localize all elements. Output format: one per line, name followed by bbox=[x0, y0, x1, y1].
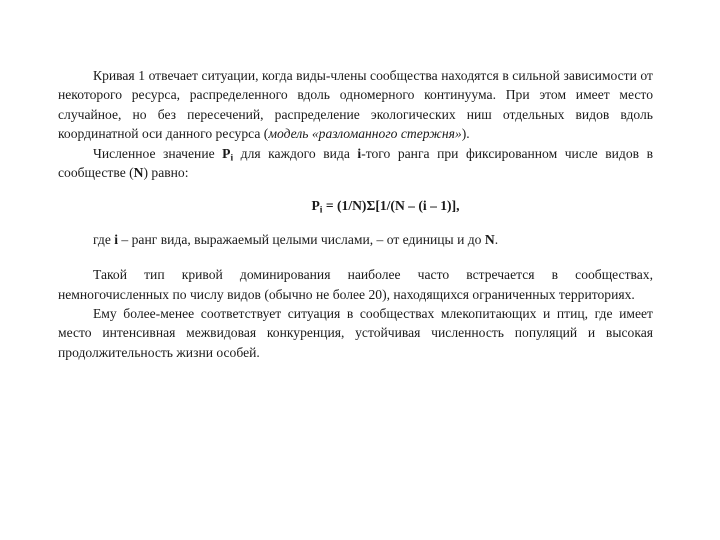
numeric-value-text-3: -того ранга при фиксированном числе видов в сообществе ( bbox=[58, 145, 653, 181]
paragraph-mammals-birds: Ему более-менее соответствует ситуация в сообществах млекопитающих и птиц, где имеет место интенсивная межвидовая конкуренция, устойчивая численность популяций и высокая продолжительность жизни особей. bbox=[58, 306, 653, 360]
symbol-n: N bbox=[133, 165, 144, 181]
symbol-p-i bbox=[222, 146, 233, 161]
rank-text-1: где bbox=[93, 231, 115, 247]
rank-symbol-n: N bbox=[484, 231, 495, 247]
paragraph-curve-1-text: Кривая 1 отвечает ситуации, когда виды-члены сообщества находятся в сильной зависимости от некоторого ресурса, распределенного вдоль одномерного континуума. При этом имеет место случайное, но без пересечений, распределение экологических ниш отдельных видов вдоль координатной оси данного ресурса ( bbox=[58, 68, 653, 142]
paragraph-gap bbox=[58, 249, 653, 265]
symbol-p: P bbox=[222, 145, 231, 161]
formula-rhs: = (1/N)Σ[1/(N – (i – 1)], bbox=[322, 198, 460, 214]
paragraph-curve-1-end: ). bbox=[461, 126, 470, 142]
rank-symbol-i: i bbox=[114, 231, 119, 247]
formula-lhs: P bbox=[311, 198, 320, 214]
numeric-value-text-1: Численное значение bbox=[93, 145, 223, 161]
symbol-p-subscript: i bbox=[230, 153, 234, 163]
document-page bbox=[58, 66, 653, 362]
paragraph-numeric-value bbox=[58, 144, 653, 183]
numeric-value-text-2: для каждого вида bbox=[233, 145, 358, 161]
paragraph-curve-1 bbox=[58, 66, 653, 144]
broken-stick-model-term: модель «разломанного стержня» bbox=[268, 126, 462, 142]
rank-text-2: – ранг вида, выражаемый целыми числами, – от единицы и до bbox=[118, 231, 485, 247]
formula-broken-stick bbox=[58, 196, 653, 215]
paragraph-dominance-curve: Такой тип кривой доминирования наиболее часто встречается в сообществах, немногочисленных по числу видов (обычно не более 20), находящихся ограниченных территориях. bbox=[58, 267, 653, 302]
numeric-value-text-4: ) равно: bbox=[143, 165, 189, 181]
rank-text-end: . bbox=[494, 231, 499, 247]
paragraph-rank-definition bbox=[58, 230, 653, 249]
symbol-i: i bbox=[357, 145, 362, 161]
formula-lhs-subscript: i bbox=[319, 205, 323, 216]
